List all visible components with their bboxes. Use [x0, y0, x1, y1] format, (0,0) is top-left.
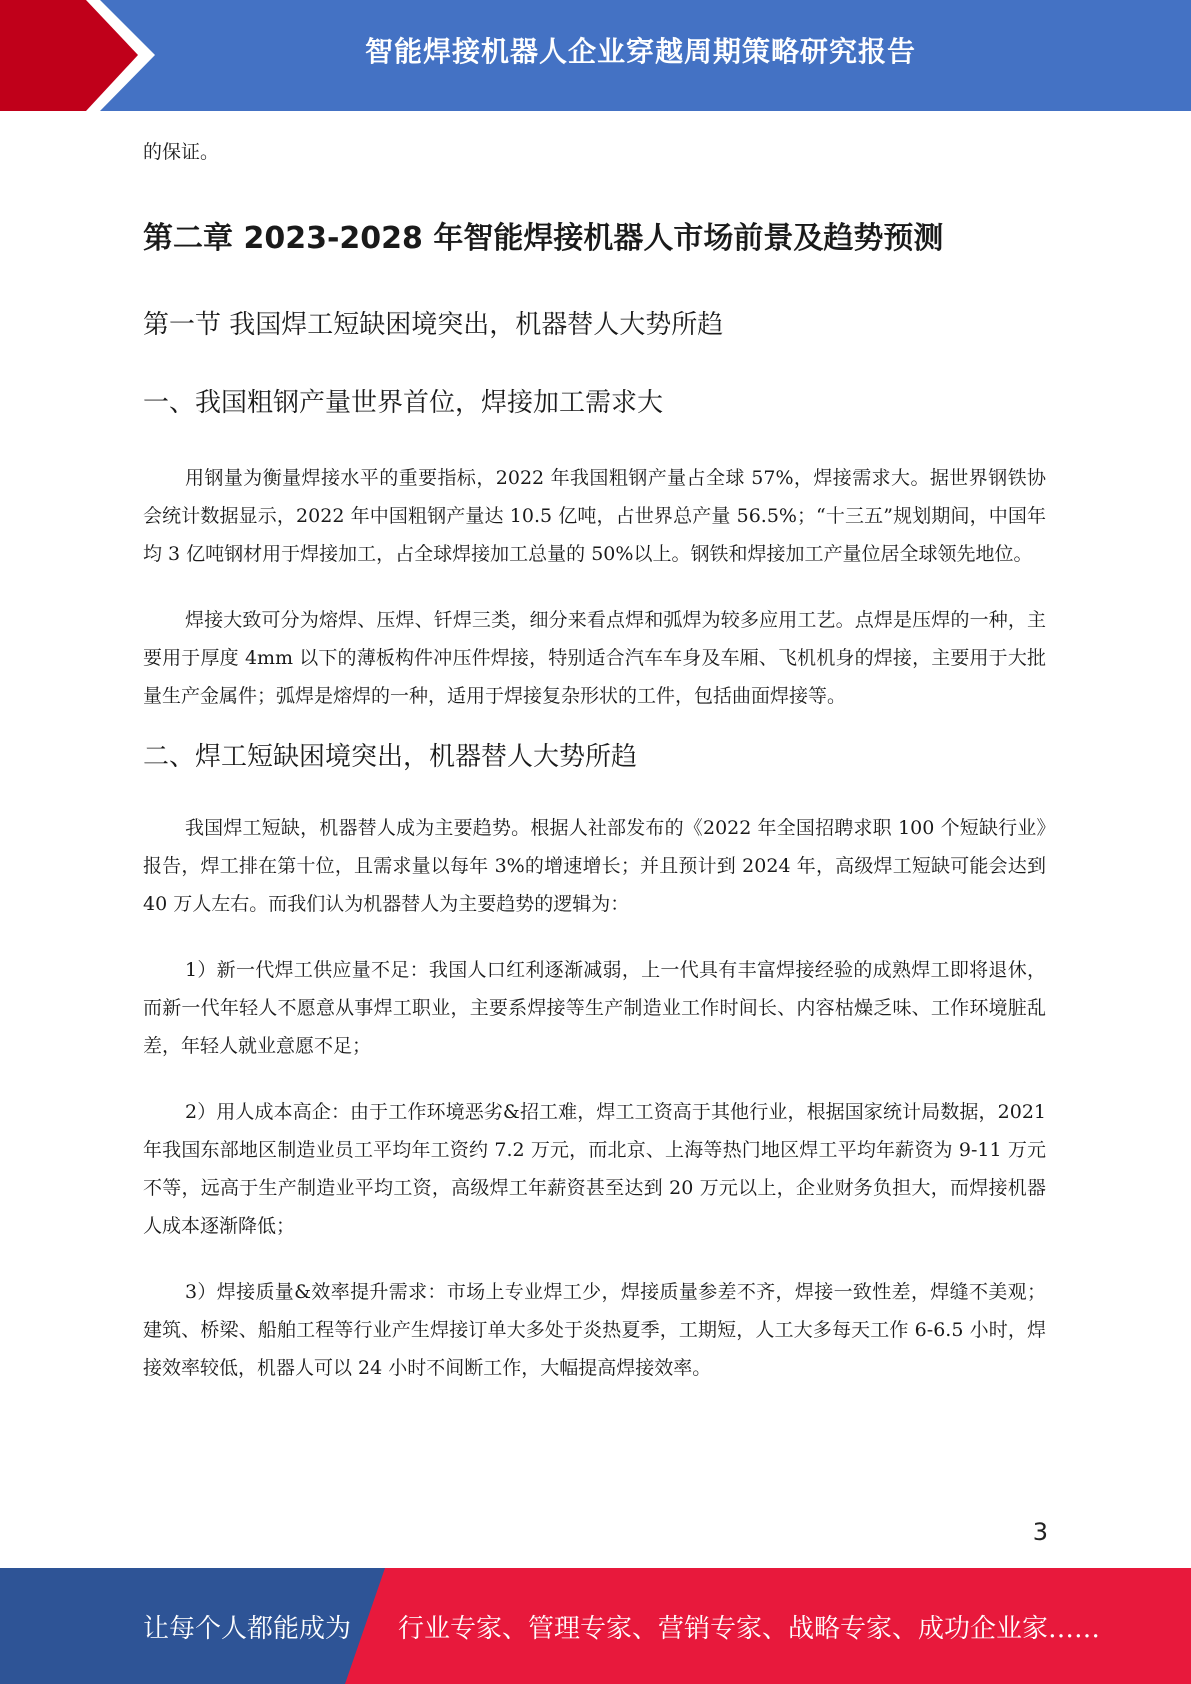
subsection-title-2: 二、焊工短缺困境突出，机器替人大势所趋	[143, 742, 638, 772]
paragraph: 用钢量为衡量焊接水平的重要指标，2022 年我国粗钢产量占全球 57%，焊接需求大。据世界钢铁协会统计数据显示，2022 年中国粗钢产量达 10.5 亿吨，占世界总产量 56.5%；“十三五”规划期间，中国年均 3 亿吨钢材用于焊接加工，占全球焊接加工总量的 50%以上。钢铁和焊接加工产量位居全球领先地位。	[143, 467, 1046, 565]
footer-slogan-left: 让每个人都能成为	[143, 1613, 352, 1644]
page-body	[143, 133, 1046, 1387]
page-header	[0, 0, 1191, 111]
list-item: 3）焊接质量&效率提升需求：市场上专业焊工少，焊接质量参差不齐，焊接一致性差，焊缝不美观；建筑、桥梁、船舶工程等行业产生焊接订单大多处于炎热夏季，工期短，人工大多每天工作 6-6.5 小时，焊接效率较低，机器人可以 24 小时不间断工作，大幅提高焊接效率。	[143, 1281, 1046, 1379]
paragraph: 我国焊工短缺，机器替人成为主要趋势。根据人社部发布的《2022 年全国招聘求职 100 个短缺行业》报告，焊工排在第十位，且需求量以每年 3%的增速增长；并且预计到 2024 年，高级焊工短缺可能会达到 40 万人左右。而我们认为机器替人为主要趋势的逻辑为：	[143, 817, 1046, 915]
continuation-text: 的保证。	[143, 141, 220, 163]
header-arrow-decoration	[0, 0, 160, 111]
list-item: 2）用人成本高企：由于工作环境恶劣&招工难，焊工工资高于其他行业，根据国家统计局数据，2021 年我国东部地区制造业员工平均年工资约 7.2 万元，而北京、上海等热门地区焊工平均年薪资为 9-11 万元不等，远高于生产制造业平均工资，高级焊工年薪资甚至达到 20 万元以上，企业财务负担大，而焊接机器人成本逐渐降低；	[143, 1101, 1046, 1237]
chapter-title: 第二章 2023-2028 年智能焊接机器人市场前景及趋势预测	[143, 221, 944, 256]
list-item: 1）新一代焊工供应量不足：我国人口红利逐渐减弱，上一代具有丰富焊接经验的成熟焊工即将退休，而新一代年轻人不愿意从事焊工职业，主要系焊接等生产制造业工作时间长、内容枯燥乏味、工作环境脏乱差，年轻人就业意愿不足；	[143, 959, 1046, 1057]
paragraph: 焊接大致可分为熔焊、压焊、钎焊三类，细分来看点焊和弧焊为较多应用工艺。点焊是压焊的一种，主要用于厚度 4mm 以下的薄板构件冲压件焊接，特别适合汽车车身及车厢、飞机机身的焊接，主要用于大批量生产金属件；弧焊是熔焊的一种，适用于焊接复杂形状的工件，包括曲面焊接等。	[143, 609, 1046, 707]
subsection-title-1: 一、我国粗钢产量世界首位，焊接加工需求大	[143, 388, 664, 418]
footer-slogan-right: 行业专家、管理专家、营销专家、战略专家、成功企业家……	[398, 1613, 1101, 1644]
page-footer	[0, 1568, 1191, 1684]
page-number: 3	[1032, 1518, 1048, 1546]
header-title: 智能焊接机器人企业穿越周期策略研究报告	[364, 34, 916, 68]
section-title: 第一节 我国焊工短缺困境突出，机器替人大势所趋	[143, 310, 724, 340]
